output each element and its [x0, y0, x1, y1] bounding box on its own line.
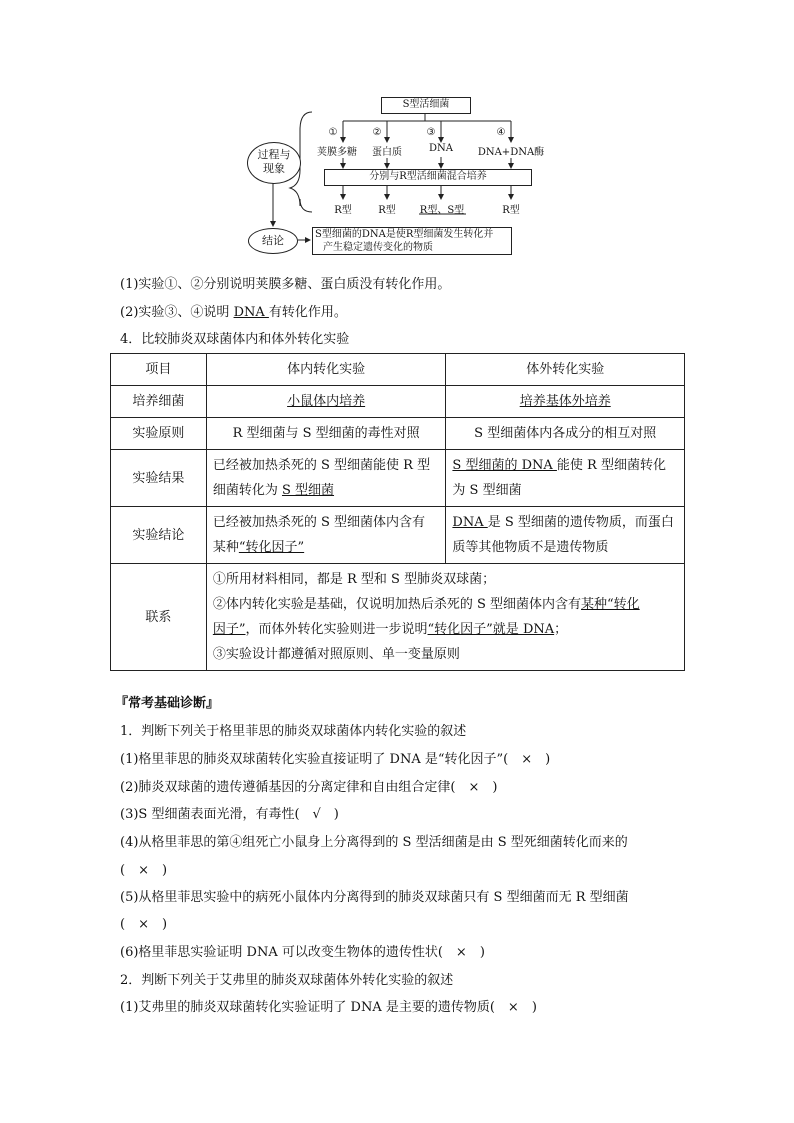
s-live-bacteria-box: S型活细菌 — [381, 97, 471, 114]
q1-item-6: (6)格里菲思实验证明 DNA 可以改变生物体的遗传性状( × ) — [120, 945, 485, 960]
result-4: R型 — [502, 205, 520, 216]
conclusion-ellipse — [248, 228, 298, 254]
note-2-suffix: 有转化作用。 — [268, 305, 347, 320]
cell-text: S 型细菌的 DNA — [452, 458, 557, 473]
process-label: 过程与 现象 — [257, 148, 291, 175]
branch-num-3: ③ — [426, 127, 436, 138]
row-label: 联系 — [111, 564, 207, 671]
conclusion-line-1: S型细菌的DNA是使R型细菌发生转化并 — [315, 229, 494, 240]
row-label: 实验原则 — [111, 418, 207, 450]
process-ellipse — [247, 142, 301, 184]
q1-item-3: (3)S 型细菌表面光滑，有毒性( √ ) — [120, 807, 339, 822]
q2-item-1: (1)艾弗里的肺炎双球菌转化实验证明了 DNA 是主要的遗传物质( × ) — [120, 1000, 537, 1015]
cell-text: 某种“转化 — [581, 597, 640, 612]
note-2-prefix: (2)实验③、④说明 — [120, 305, 234, 320]
cell-line: 质等其他物质不是遗传物质 — [452, 540, 609, 555]
q1-item-4-answer: ( × ) — [120, 863, 168, 878]
conclusion-label: 结论 — [262, 234, 284, 247]
comparison-table — [110, 353, 685, 671]
cell-line: ③实验设计都遵循对照原则、单一变量原则 — [212, 647, 460, 662]
mix-culture-box: 分别与R型活细菌混合培养 — [324, 169, 532, 186]
row-label: 实验结果 — [111, 450, 207, 507]
result-3: R型、S型 — [419, 205, 465, 216]
cell-text: “转化因子”就是 DNA — [427, 622, 555, 637]
cell-text: “转化因子” — [238, 540, 305, 555]
cell-text: DNA — [452, 515, 488, 530]
header-item: 项目 — [111, 354, 207, 386]
cell-text: 培养基体外培养 — [519, 394, 611, 409]
branch-num-4: ④ — [496, 127, 506, 138]
q1-item-2: (2)肺炎双球菌的遗传遵循基因的分离定律和自由组合定律( × ) — [120, 780, 498, 795]
note-1: (1)实验①、②分别说明荚膜多糖、蛋白质没有转化作用。 — [120, 277, 451, 292]
cell-text: 能使 R 型细菌转化 — [556, 458, 666, 473]
note-2-dna: DNA — [233, 305, 269, 320]
table-row — [111, 564, 685, 671]
section-4-title: 4．比较肺炎双球菌体内和体外转化实验 — [120, 332, 350, 347]
result-1: R型 — [334, 205, 352, 216]
row-label: 实验结论 — [111, 507, 207, 564]
table-row — [111, 450, 685, 507]
cell-text: 是 S 型细菌的遗传物质，而蛋白 — [487, 515, 674, 530]
component-dna: DNA — [429, 143, 453, 154]
result-2: R型 — [378, 205, 396, 216]
component-protein: 蛋白质 — [372, 143, 402, 158]
cell-line: 为 S 型细菌 — [452, 483, 522, 498]
cell-line: 已经被加热杀死的 S 型细菌体内含有 — [212, 515, 426, 530]
cell-text: 小鼠体内培养 — [287, 394, 366, 409]
q1-item-5-answer: ( × ) — [120, 917, 168, 932]
branch-num-1: ① — [328, 127, 338, 138]
cell-text: ，而体外转化实验则进一步说明 — [245, 622, 428, 637]
header-in-vivo: 体内转化实验 — [206, 354, 446, 386]
cell-text: ； — [554, 622, 568, 637]
cell-text: R 型细菌与 S 型细菌的毒性对照 — [206, 418, 446, 450]
cell-text: 细菌转化为 — [212, 483, 282, 498]
conclusion-line-2: 产生稳定遗传变化的物质 — [323, 242, 433, 253]
table-row — [111, 507, 685, 564]
table-row — [111, 386, 685, 418]
branch-num-2: ② — [372, 127, 382, 138]
cell-text: 某种 — [212, 540, 239, 555]
cell-text: ②体内转化实验是基础，仅说明加热后杀死的 S 型细菌体内含有 — [212, 597, 582, 612]
table-header-row — [111, 354, 685, 386]
question-2-title: 2．判断下列关于艾弗里的肺炎双球菌体外转化实验的叙述 — [120, 973, 454, 988]
component-capsule: 荚膜多糖 — [317, 143, 357, 158]
row-label: 培养细菌 — [111, 386, 207, 418]
cell-text: S 型细菌体内各成分的相互对照 — [446, 418, 685, 450]
q1-item-1: (1)格里菲思的肺炎双球菌转化实验直接证明了 DNA 是“转化因子”( × ) — [120, 752, 551, 767]
table-row — [111, 418, 685, 450]
q1-item-4: (4)从格里菲思的第④组死亡小鼠身上分离得到的 S 型活细菌是由 S 型死细菌转化而来的 — [120, 835, 628, 850]
component-dna-dnase: DNA+DNA酶 — [478, 143, 544, 158]
header-in-vitro: 体外转化实验 — [446, 354, 685, 386]
cell-text: 因子” — [212, 622, 246, 637]
cell-text: S 型细菌 — [281, 483, 335, 498]
cell-line: 已经被加热杀死的 S 型细菌能使 R 型 — [212, 458, 431, 473]
note-2 — [120, 301, 347, 320]
section-heading: 『常考基础诊断』 — [115, 696, 220, 711]
cell-line: ①所用材料相同，都是 R 型和 S 型肺炎双球菌； — [212, 572, 496, 587]
conclusion-box — [312, 227, 512, 255]
q1-item-5: (5)从格里菲思实验中的病死小鼠体内分离得到的肺炎双球菌只有 S 型细菌而无 R 型细菌 — [120, 890, 629, 905]
question-1-title: 1．判断下列关于格里菲思的肺炎双球菌体内转化实验的叙述 — [120, 724, 467, 739]
